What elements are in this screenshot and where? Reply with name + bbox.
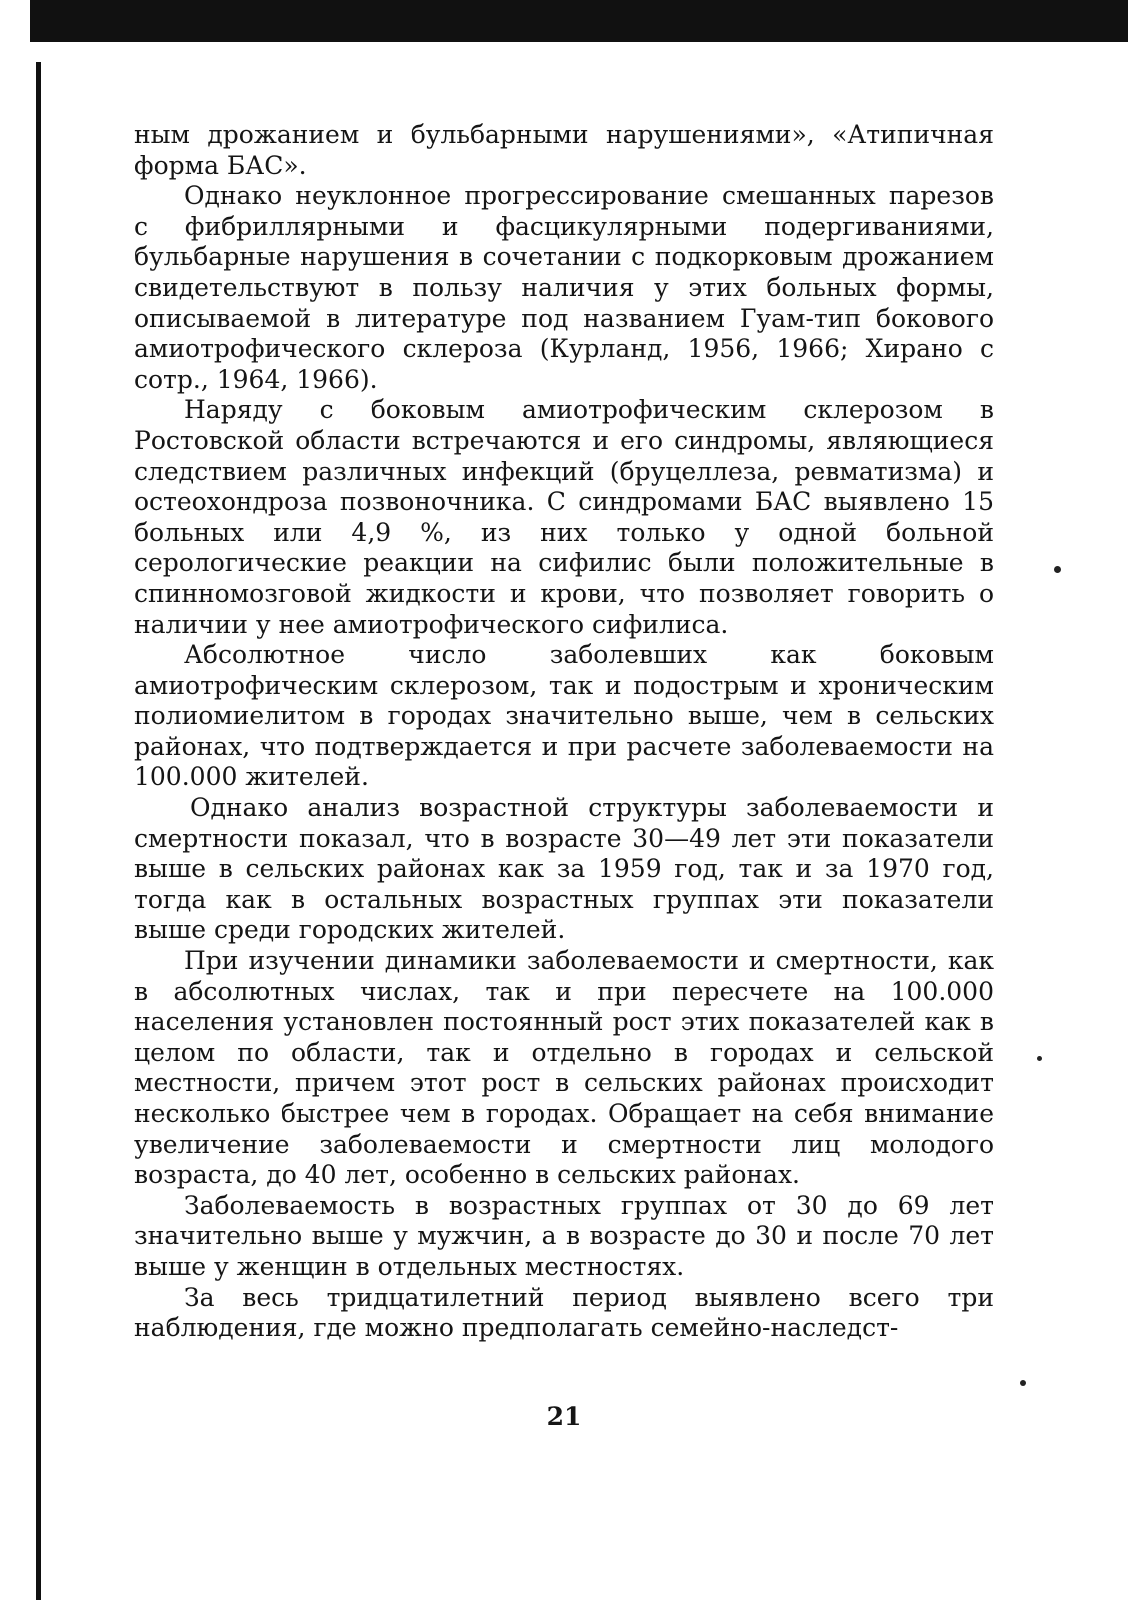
paragraph-continuation: ным дрожанием и бульбарными нарушениями», «Атипичная форма БАС».: [134, 120, 994, 180]
paragraph-age-structure: Однако анализ возрастной структуры заболеваемости и смертности показал, что в возрасте 30—49 лет эти показатели выше в сельских районах как за 1959 год, так и за 1970 год, тогда как в остальных возрастных группах эти показатели выше среди городских жителей.: [134, 793, 994, 945]
page-number: 21: [546, 1402, 582, 1431]
scan-speck: [1020, 1380, 1026, 1386]
paragraph-incidence-by-sex: Заболеваемость в возрастных группах от 30 до 69 лет значительно выше у мужчин, а в возрасте до 30 и после 70 лет выше у женщин в отдельных местностях.: [134, 1190, 994, 1281]
paragraph-absolute-number: Абсолютное число заболевших как боковым амиотрофическим склерозом, так и подострым и хроническим полиомиелитом в городах значительно выше, чем в сельских районах, что подтверждается и при расчете заболеваемости на 100.000 жителей.: [134, 640, 994, 792]
scan-left-edge: [36, 62, 41, 1600]
paragraph-syndromes: Наряду с боковым амиотрофическим склерозом в Ростовской области встречаются и его синдромы, являющиеся следствием различных инфекций (бруцеллеза, ревматизма) и остеохондроза позвоночника. С синдромами БАС выявлено 15 больных или 4,9 %, из них только у одной больной серологические реакции на сифилис были положительные в спинномозговой жидкости и крови, что позволяет говорить о наличии у нее амиотрофического сифилиса.: [134, 395, 994, 639]
scan-speck: [1054, 566, 1061, 573]
paragraph-dynamics: При изучении динамики заболеваемости и смертности, как в абсолютных числах, так и при пересчете на 100.000 населения установлен постоянный рост этих показателей как в целом по области, так и отдельно в городах и сельской местности, причем этот рост в сельских районах происходит несколько быстрее чем в городах. Обращает на себя внимание увеличение заболеваемости и смертности лиц молодого возраста, до 40 лет, особенно в сельских районах.: [134, 946, 994, 1190]
scan-top-border: [30, 0, 1128, 42]
scan-speck: [1037, 1056, 1042, 1061]
page-body: [134, 120, 994, 1344]
paragraph-hereditary: За весь тридцатилетний период выявлено всего три наблюдения, где можно предполагать семейно-наследст-: [134, 1282, 994, 1343]
paragraph-guam-type: Однако неуклонное прогрессирование смешанных парезов с фибриллярными и фасцикулярными подергиваниями, бульбарные нарушения в сочетании с подкорковым дрожанием свидетельствуют в пользу наличия у этих больных формы, описываемой в литературе под названием Гуам-тип бокового амиотрофического склероза (Курланд, 1956, 1966; Хирано с сотр., 1964, 1966).: [134, 181, 994, 394]
